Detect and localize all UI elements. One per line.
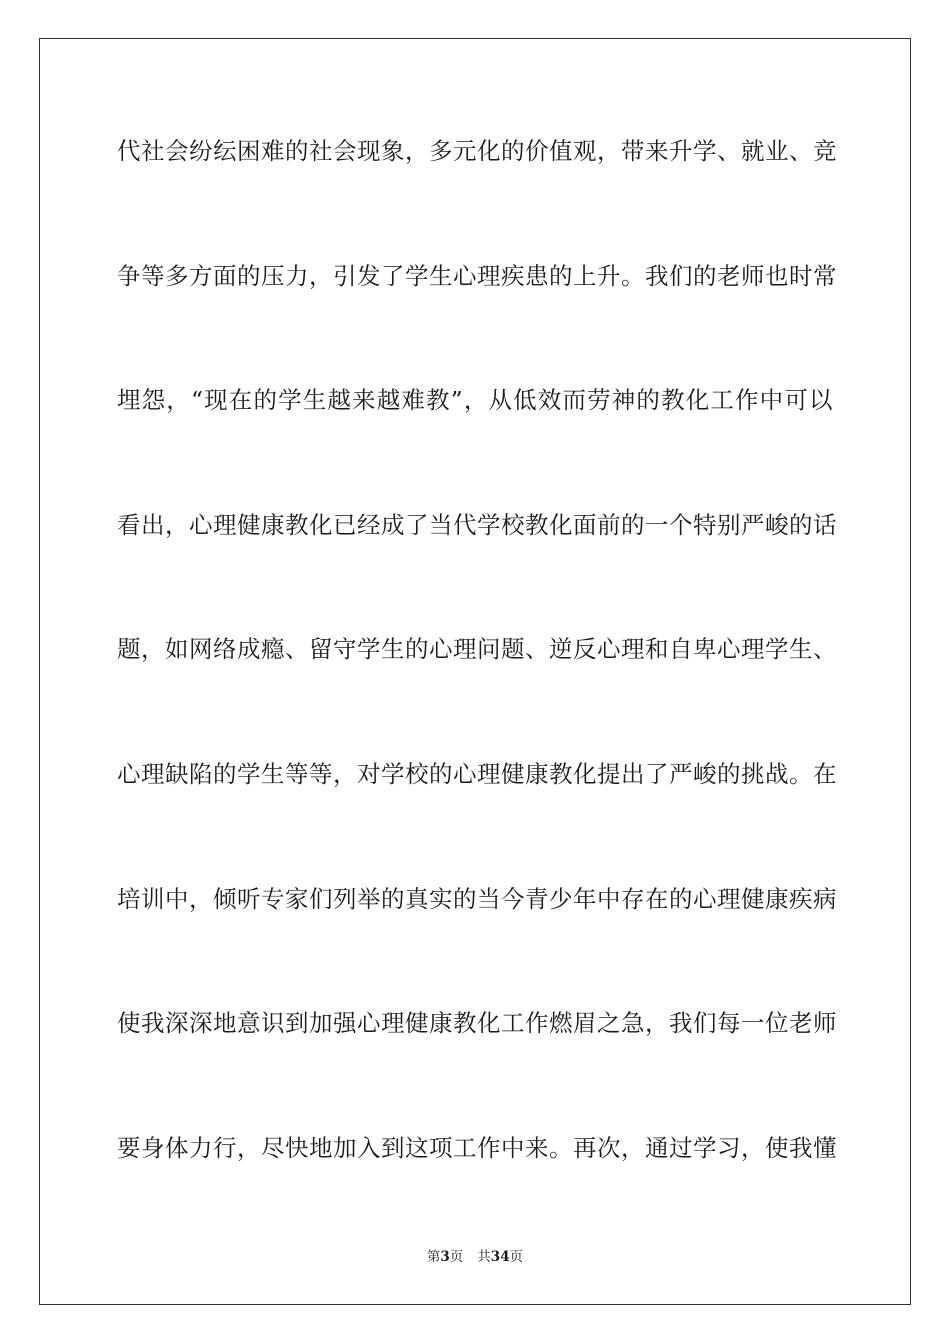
document-body bbox=[117, 131, 837, 1252]
text-line-5: 题，如网络成瘾、留守学生的心理问题、逆反心理和自卑心理学生、 bbox=[117, 635, 837, 664]
text-line-1: 代社会纷纭困难的社会现象，多元化的价值观，带来升学、就业、竞 bbox=[117, 137, 837, 165]
total-pages: 34 bbox=[490, 1249, 510, 1265]
text-line-4: 看出，心理健康教化已经成了当代学校教化面前的一个特别严峻的话 bbox=[117, 510, 837, 539]
page-prefix: 第 bbox=[426, 1249, 441, 1265]
total-suffix: 页 bbox=[509, 1249, 524, 1265]
total-prefix: 共 bbox=[477, 1249, 491, 1265]
text-line-7: 培训中，倾听专家们列举的真实的当今青少年中存在的心理健康疾病 bbox=[117, 884, 837, 913]
text-line-2: 争等多方面的压力，引发了学生心理疾患的上升。我们的老师也时常 bbox=[117, 261, 837, 290]
page-suffix: 页 bbox=[449, 1249, 464, 1265]
text-line-8: 使我深深地意识到加强心理健康教化工作燃眉之急，我们每一位老师 bbox=[117, 1009, 837, 1038]
page-number: 3 bbox=[440, 1249, 450, 1265]
text-line-9: 要身体力行，尽快地加入到这项工作中来。再次，通过学习，使我懂 bbox=[117, 1133, 837, 1162]
page-footer bbox=[0, 1248, 950, 1266]
text-line-6: 心理缺陷的学生等等，对学校的心理健康教化提出了严峻的挑战。在 bbox=[117, 759, 837, 788]
text-line-3: 埋怨，“现在的学生越来越难教”，从低效而劳神的教化工作中可以 bbox=[117, 386, 833, 415]
